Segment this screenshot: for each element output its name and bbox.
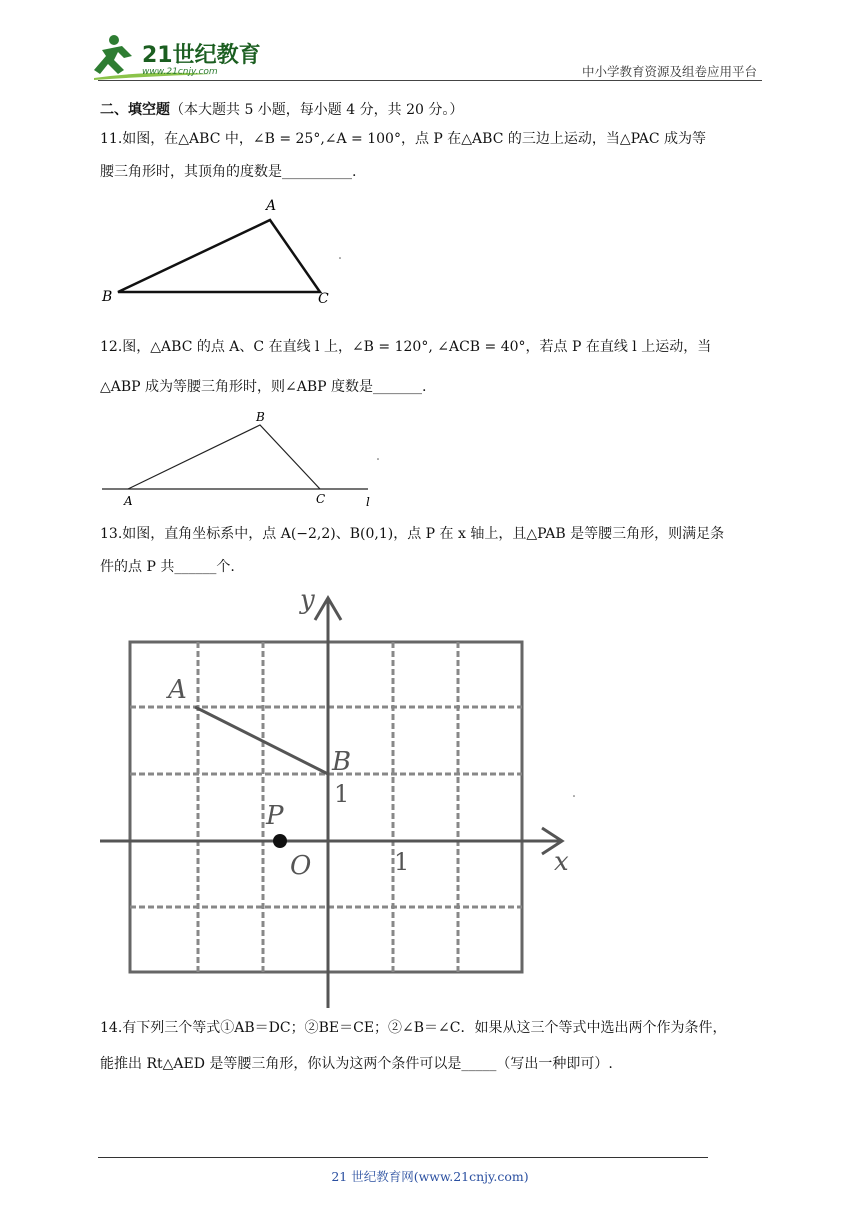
question-13-line-2: 件的点 P 共______个. xyxy=(100,559,235,575)
label-b: B xyxy=(332,747,352,777)
section-desc: （本大题共 5 小题，每小题 4 分，共 20 分。） xyxy=(170,102,464,118)
label-a: A xyxy=(124,494,133,508)
tick-label-y-1: 1 xyxy=(334,780,350,808)
section-heading xyxy=(100,100,762,120)
triangle-abc xyxy=(118,220,320,292)
label-b: B xyxy=(102,289,113,305)
label-x: x xyxy=(554,847,569,877)
question-12-line-2: △ABP 成为等腰三角形时，则∠ABP 度数是_______. xyxy=(100,379,427,395)
q12-triangle-figure xyxy=(98,405,388,510)
label-l: l xyxy=(366,495,370,509)
q13-coordinate-figure xyxy=(98,580,588,1010)
axes xyxy=(100,598,562,1008)
label-y: y xyxy=(300,585,315,615)
q11-triangle-figure xyxy=(98,190,358,310)
svg-text:21世纪教育: 21世纪教育 xyxy=(142,43,261,68)
label-a: A xyxy=(266,198,277,214)
label-c: C xyxy=(318,291,329,307)
question-11-line-1: 11.如图，在△ABC 中，∠B = 25°,∠A = 100°，点 P 在△ABC 的三边上运动，当△PAC 成为等 xyxy=(100,131,707,147)
label-a: A xyxy=(168,675,187,705)
triangle-abc xyxy=(128,425,320,489)
question-12-line-1: 12.图，△ABC 的点 A、C 在直线 l 上，∠B = 120°, ∠ACB = 40°，若点 P 在直线 l 上运动，当 xyxy=(100,339,712,355)
question-14-line-2: 能推出 Rt△AED 是等腰三角形，你认为这两个条件可以是_____（写出一种即可）. xyxy=(100,1056,613,1072)
grid-lines xyxy=(130,642,522,972)
grid-frame xyxy=(130,642,522,972)
question-13-line-1: 13.如图，直角坐标系中，点 A(−2,2)、B(0,1)，点 P 在 x 轴上，且△PAB 是等腰三角形，则满足条 xyxy=(100,526,725,542)
section-title: 二、填空题 xyxy=(100,102,170,118)
svg-text:www.21cnjy.com: www.21cnjy.com xyxy=(142,67,218,77)
question-14-line-1: 14.有下列三个等式①AB＝DC；②BE＝CE；②∠B＝∠C．如果从这三个等式中选出两个作为条件， xyxy=(100,1020,727,1036)
header-divider xyxy=(98,80,762,81)
site-logo xyxy=(92,30,262,82)
tick-label-x-1: 1 xyxy=(394,848,410,876)
question-11-line-2: 腰三角形时，其顶角的度数是__________. xyxy=(100,164,357,180)
point-p xyxy=(273,834,287,848)
label-b: B xyxy=(256,410,265,424)
platform-title: 中小学教育资源及组卷应用平台 xyxy=(581,64,757,79)
footer-text: 21 世纪教育网(www.21cnjy.com) xyxy=(331,1169,529,1184)
label-c: C xyxy=(316,492,326,506)
footer-divider xyxy=(98,1157,708,1158)
label-o: O xyxy=(290,851,312,881)
label-p: P xyxy=(266,801,284,831)
